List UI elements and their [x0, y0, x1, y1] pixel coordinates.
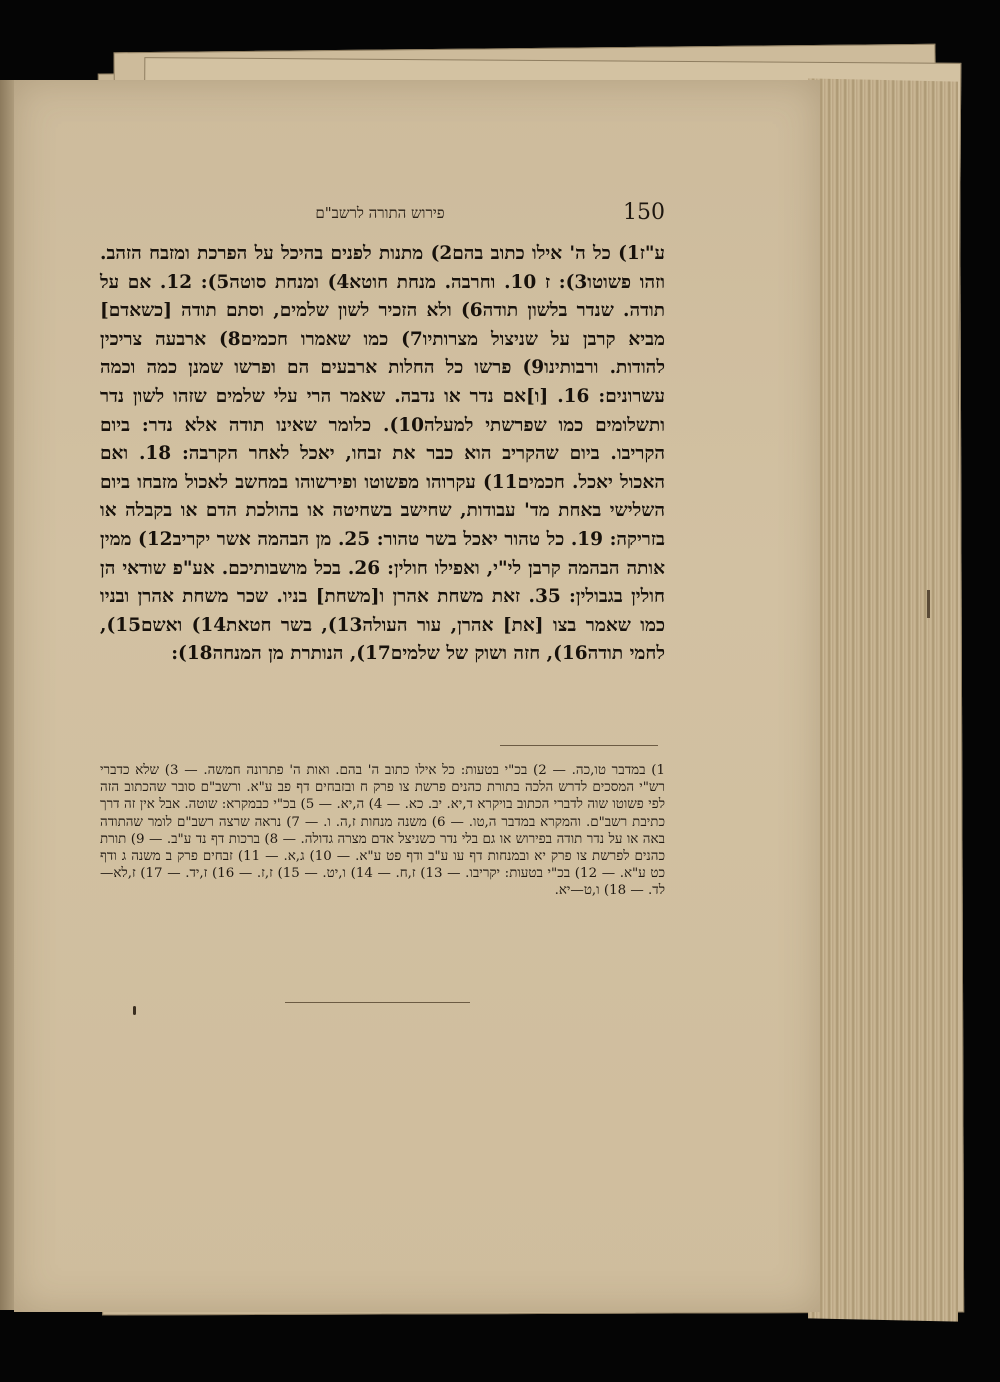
main-text: [100, 240, 665, 730]
footnote-rule: [500, 745, 658, 746]
ink-speck: [133, 1006, 136, 1015]
page-edges: [808, 78, 958, 1321]
running-head: פירוש התורה לרשב"ם: [315, 204, 445, 222]
margin-mark: [927, 590, 930, 618]
main-text-paragraph: ע"ז1) כל ה' אילו כתוב בהם2) מתנות לפנים בהיכל על הפרכת ומזבח הזהב. וזהו פשוטו3): ז 10. וחרבה. מנחת חוטא4) ומנחת סוטה5): 12. אם על תודה. שנדר בלשון תודה6) ולא הזכיר לשון שלמים, וסתם תודה [כשאדם] מביא קרבן על שניצול מצרותיו7) כמו שאמרו חכמים8) ארבעה צריכין להודות. ורבותינו9) פרשו כל החלות ארבעים הם ופרשו שמנן כמה וכמה עשרונים: 16. [ו]אם נדר או נדבה. שאמר הרי עלי שלמים שזהו לשון נדר ותשלומים כמו שפרשתי למעלה10). כלומר שאינו תודה אלא נדר: ביום הקריבו. ביום שהקריב הוא כבר את זבחו, יאכל לאחר הקרבה: 18. ואם האכול יאכל. חכמים11) עקרוהו מפשוטו ופירשוהו במחשב לאכול מזבחו ביום השלישי באחת מד' עבודות, שחישב בשחיטה או בהולכת הדם או בקבלה או בזריקה: 19. כל טהור יאכל בשר טהור: 25. מן הבהמה אשר יקריב12) ממין אותה הבהמה קרבן לי"י, ואפילו חולין: 26. בכל מושבותיכם. אע"פ שודאי הן חולין בגבולין: 35. זאת משחת אהרן ו[משחת] בניו. שכר משחת אהרן ובניו כמו שאמר בצו [את] אהרן, עור העולה13), בשר חטאת14) ואשם15), לחמי תודה16), חזה ושוק של שלמים17), הנותרת מן המנחה18):: [100, 243, 666, 665]
bottom-rule: [285, 1002, 470, 1003]
footnotes: 1) במדבר טו,כה. — 2) בכ"י בטעות: כל אילו כתוב ה' בהם. ואות ה' פתרונה חמשה. — 3) שלא כדברי רש"י המסכים לדרש הלכה בתורת כהנים פרשת צו פרק ח ובזבחים דף פב ע"א. ורשב"ם סובר שהכתוב הזה לפי פשוטו שוה לדברי הכתוב בויקרא ד,יא. יב. כא. — 4) ה,יא. — 5) בכ"י כבמקרא: שוטה. אבל אין זה דרך כתיבת רשב"ם. והמקרא במדבר ה,טו. — 6) משנה מנחות ז,ה. ו. — 7) נראה שרצה רשב"ם לומר שהתודה באה או על נדר תודה בפירוש או גם בלי נדר כשניצל אדם מצרה גדולה. — 8) ברכות דף נד ע"ב. — 9) תורת כהנים לפרשת צו פרק יא ובמנחות דף עו ע"ב ודף פט ע"א. — 10) ג,א. — 11) זבחים פרק ב משנה ג ודף כט ע"א. — 12) בכ"י בטעות: יקריבו. — 13) ז,ח. — 14) ו,יט. — 15) ז,ז. — 16) ז,יד. — 17) ז,לא—לד. — 18) ו,ט—יא.: [100, 763, 666, 899]
page-header: [100, 200, 665, 230]
page-number: 150: [623, 200, 665, 225]
